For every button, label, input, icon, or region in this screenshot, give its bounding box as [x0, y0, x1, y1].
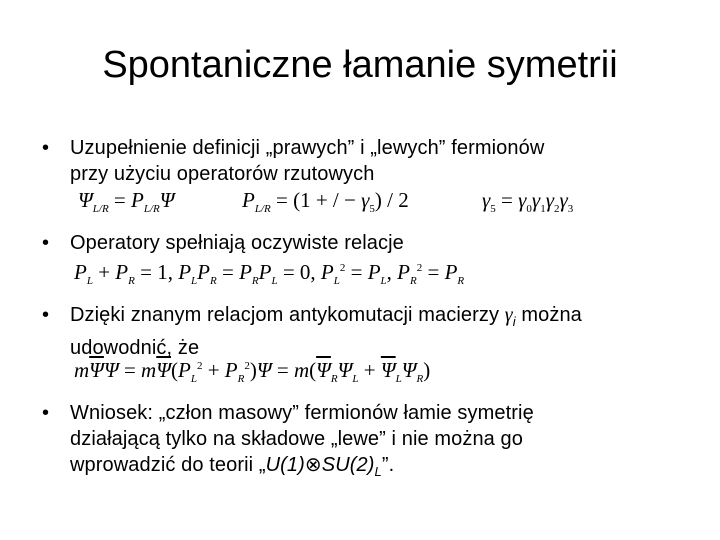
bullet-3-line-1-start: Dzięki znanym relacjom antykomutacji macierzy — [70, 304, 505, 326]
bullet-3-text — [70, 302, 700, 361]
group-subscript: L — [374, 464, 382, 479]
bullet-4-text — [70, 400, 700, 485]
equation-projector-relations: $P_L + P_R = 1$, $P_LP_R = P_RP_L = 0$, $P_L^2 = P_L$, $P_R^2 = P_R$ — [74, 260, 465, 287]
bullet-4-line-2: działającą tylko na składowe „lewe” i nie można go — [70, 428, 524, 450]
equation-gamma5: $\gamma_5 = \gamma_0\gamma_1\gamma_2\gamma_3$ — [482, 188, 574, 215]
group-u1: U(1) — [265, 454, 305, 476]
bullet-4-line-3 — [70, 452, 700, 485]
bullet-2-text: Operatory spełniają oczywiste relacje — [70, 232, 404, 254]
otimes-symbol: ⊗ — [304, 454, 322, 476]
slide-title: Spontaniczne łamanie symetrii — [102, 44, 618, 86]
equation-projection-field: $\Psi_{L/R} = P_{L/R}\Psi$ — [78, 188, 175, 215]
bullet-3-line-1 — [70, 302, 700, 335]
bullet-1-marker: • — [42, 137, 50, 159]
bullet-4-line-3-end: ”. — [381, 454, 395, 476]
gamma-subscript: i — [512, 314, 516, 329]
group-su2: SU(2) — [321, 454, 375, 476]
gamma-symbol: γ — [504, 304, 513, 326]
bullet-1-line-2: przy użyciu operatorów rzutowych — [70, 163, 375, 185]
equation-projection-operator: $P_{L/R} = (1$ + / − $\gamma_5) / 2$ — [242, 188, 409, 215]
bullet-1-text — [70, 135, 700, 187]
bullet-3-marker: • — [42, 304, 50, 326]
equation-mass-term: $m\overline{\Psi}\Psi = m\overline{\Psi}(P_L^2 + P_R^2)\Psi = m(\overline{\Psi}_R\Psi_L + \overline{\Psi}_L\Psi_R)$ — [74, 358, 431, 385]
bullet-3-line-2: udowodnić, że — [70, 337, 200, 359]
bullet-1-line-1: Uzupełnienie definicji „prawych” i „lewych” fermionów — [70, 137, 545, 159]
bullet-4-line-3-start: wprowadzić do teorii „ — [70, 454, 266, 476]
bullet-3-line-1-end: można — [515, 304, 582, 326]
bullet-4-marker: • — [42, 402, 50, 424]
bullet-4-line-1: Wniosek: „człon masowy” fermionów łamie symetrię — [70, 402, 534, 424]
bullet-2-marker: • — [42, 232, 50, 254]
